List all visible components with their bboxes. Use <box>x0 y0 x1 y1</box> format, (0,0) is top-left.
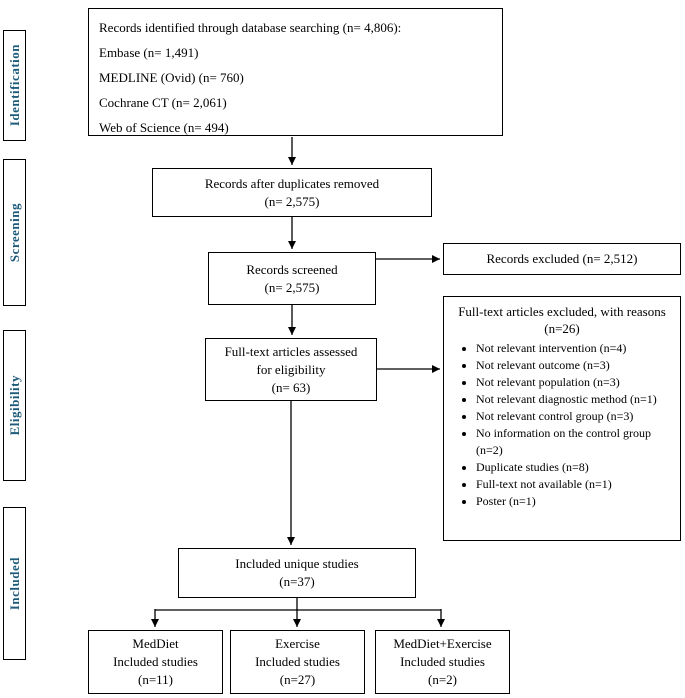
excluded-reason-item: • Not relevant population (n=3) <box>476 374 672 391</box>
records-screened-line1: Records screened <box>246 261 338 277</box>
included-unique-count: (n=37) <box>279 574 315 589</box>
box-fulltext-excluded <box>443 296 681 541</box>
stage-included-label: Included <box>6 556 22 611</box>
excluded-reason-item: • Full-text not available (n=1) <box>476 476 672 493</box>
box-exercise <box>230 630 365 694</box>
meddiet-exercise-line1: MedDiet+Exercise <box>393 636 492 651</box>
excluded-reason-item: • No information on the control group (n=2) <box>476 425 672 459</box>
box-records-screened <box>208 252 376 305</box>
stage-identification <box>3 30 26 141</box>
duplicates-removed-count: (n= 2,575) <box>264 193 320 209</box>
fulltext-excluded-count: (n=26) <box>544 321 580 336</box>
stage-screening <box>3 159 26 306</box>
meddiet-line1: MedDiet <box>132 636 179 651</box>
box-duplicates-removed <box>152 168 432 217</box>
stage-eligibility-label: Eligibility <box>6 375 22 436</box>
stage-screening-label: Screening <box>6 202 22 263</box>
excluded-reason-item: • Not relevant outcome (n=3) <box>476 357 672 374</box>
stage-eligibility <box>3 330 26 481</box>
box-meddiet-exercise <box>375 630 510 694</box>
fulltext-assessed-line1: Full-text articles assessed <box>224 343 358 359</box>
meddiet-exercise-count: (n=2) <box>428 672 457 687</box>
records-excluded-label: Records excluded (n= 2,512) <box>486 251 638 266</box>
exercise-count: (n=27) <box>279 672 316 687</box>
included-unique-line1: Included unique studies <box>235 556 359 571</box>
meddiet-count: (n=11) <box>137 672 173 687</box>
box-records-excluded <box>443 243 681 275</box>
meddiet-exercise-line2: Included studies <box>400 654 485 669</box>
box-meddiet <box>88 630 223 694</box>
fulltext-assessed-count: (n= 63) <box>271 379 311 395</box>
excluded-reason-item: • Not relevant diagnostic method (n=1) <box>476 391 672 408</box>
box-included-unique <box>178 548 416 598</box>
exercise-line2: Included studies <box>255 654 340 669</box>
excluded-reason-item: • Not relevant control group (n=3) <box>476 408 672 425</box>
stage-included <box>3 507 26 660</box>
records-identified-medline: MEDLINE (Ovid) (n= 760) <box>99 70 244 85</box>
records-identified-title: Records identified through database searching (n= 4,806): <box>99 20 402 35</box>
exercise-line1: Exercise <box>275 636 320 651</box>
records-identified-embase: Embase (n= 1,491) <box>99 45 199 60</box>
excluded-reason-item: • Not relevant intervention (n=4) <box>476 340 672 357</box>
fulltext-excluded-reasons-list <box>448 340 676 510</box>
excluded-reason-item: • Poster (n=1) <box>476 493 672 510</box>
duplicates-removed-line1: Records after duplicates removed <box>204 175 380 191</box>
box-fulltext-assessed <box>205 338 377 401</box>
stage-identification-label: Identification <box>6 44 22 127</box>
fulltext-assessed-line2: for eligibility <box>256 361 326 377</box>
records-identified-cochrane: Cochrane CT (n= 2,061) <box>99 95 227 110</box>
meddiet-line2: Included studies <box>113 654 198 669</box>
records-identified-webofscience: Web of Science (n= 494) <box>99 120 229 135</box>
excluded-reason-item: • Duplicate studies (n=8) <box>476 459 672 476</box>
fulltext-excluded-title: Full-text articles excluded, with reasons <box>458 304 666 319</box>
records-screened-count: (n= 2,575) <box>264 279 320 295</box>
box-records-identified <box>88 8 503 136</box>
